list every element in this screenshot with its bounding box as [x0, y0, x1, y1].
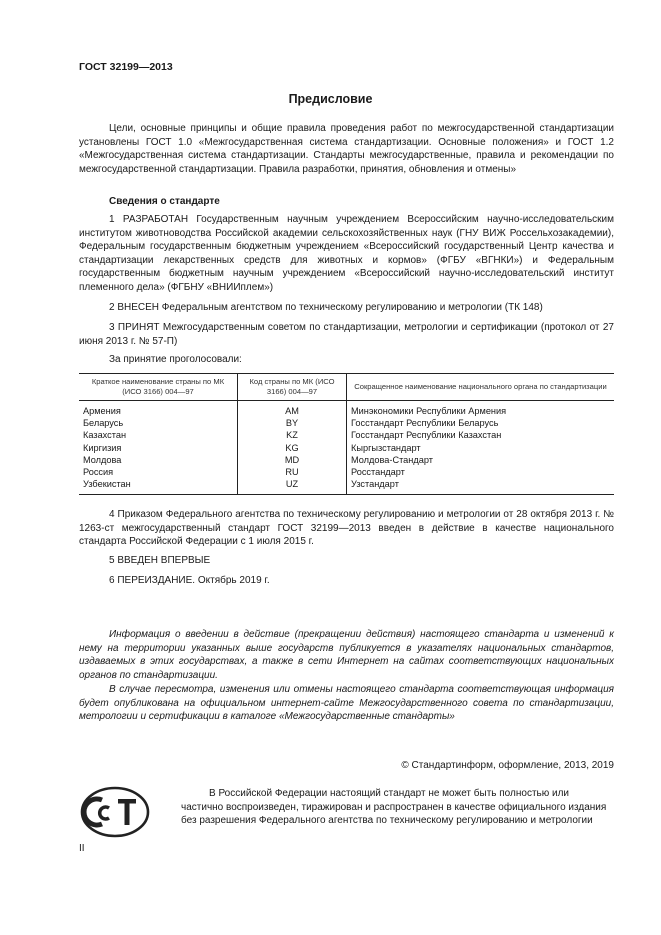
item-order: 4 Приказом Федерального агентства по техническому регулированию и метрологии от 28 октября 2013 г. № 1263-ст межгосударственный стандарт ГОСТ 32199—2013 введен в действие в качестве национального стандарта Российской Федерации с 1 июля 2015 г.	[79, 509, 614, 548]
table-row	[79, 429, 614, 441]
country-code: MD	[238, 454, 347, 466]
country-code: BY	[238, 417, 347, 429]
document-code: ГОСТ 32199—2013	[79, 61, 173, 73]
standards-body: Минэкономики Республики Армения	[347, 401, 615, 418]
standards-body: Госстандарт Республики Казахстан	[347, 429, 615, 441]
table-row	[79, 401, 614, 418]
copyright-notice: В Российской Федерации настоящий стандарт не может быть полностью или частично воспроизведен, тиражирован и распространен в качестве официального издания без разрешения Федерального агентства по техническому регулированию и метрологии	[181, 788, 607, 827]
header-code: Код страны по МК (ИСО 3166) 004—97	[238, 374, 347, 401]
country-code: UZ	[238, 478, 347, 495]
country-code: KG	[238, 442, 347, 454]
item-introduced: 2 ВНЕСЕН Федеральным агентством по техническому регулированию и метрологии (ТК 148)	[109, 302, 543, 313]
item-first-time: 5 ВВЕДЕН ВПЕРВЫЕ	[109, 555, 211, 566]
standards-body: Кыргызстандарт	[347, 442, 615, 454]
header-country: Краткое наименование страны по МК (ИСО 3166) 004—97	[79, 374, 238, 401]
standards-body: Росстандарт	[347, 466, 615, 478]
votes-table	[79, 373, 614, 495]
info-paragraph-revision: В случае пересмотра, изменения или отмены настоящего стандарта соответствующая информация будет опубликована на официальном интернет-сайте Межгосударственного совета по стандартизации, метрологии и сертификации в каталоге «Межгосударственные стандарты»	[79, 684, 614, 723]
standards-body: Госстандарт Республики Беларусь	[347, 417, 615, 429]
voted-label: За принятие проголосовали:	[109, 354, 242, 365]
header-body: Сокращенное наименование национального органа по стандартизации	[347, 374, 615, 401]
table-row	[79, 454, 614, 466]
country-name: Россия	[83, 467, 114, 478]
table-row	[79, 442, 614, 454]
country-code: RU	[238, 466, 347, 478]
copyright-line: © Стандартинформ, оформление, 2013, 2019	[401, 760, 614, 771]
country-name: Беларусь	[83, 418, 124, 429]
country-name: Армения	[83, 406, 121, 416]
country-name: Молдова	[83, 454, 122, 465]
country-name: Киргизия	[83, 442, 122, 453]
standards-body: Узстандарт	[347, 478, 615, 495]
page-title: Предисловие	[288, 92, 373, 106]
pct-certification-mark-icon	[80, 786, 150, 838]
info-paragraph-intro: Информация о введении в действие (прекращении действия) настоящего стандарта и изменений к нему на территории указанных выше государств публикуется в указателях национальных стандартов, издаваемых в этих государствах, а также в сети Интернет на сайтах соответствующих национальных органов по стандартизации.	[79, 629, 614, 681]
country-code: AM	[238, 401, 347, 418]
intro-paragraph: Цели, основные принципы и общие правила проведения работ по межгосударственной стандартизации установлены ГОСТ 1.0 «Межгосударственная система стандартизации. Основные положения» и ГОСТ 1.2 «Межгосударственная система стандартизации. Стандарты межгосударственные, правила и рекомендации по межгосударственной стандартизации. Правила разработки, принятия, обновления и отмены»	[79, 123, 614, 175]
section-title: Сведения о стандарте	[109, 196, 220, 207]
item-adopted: 3 ПРИНЯТ Межгосударственным советом по стандартизации, метрологии и сертификации (протокол от 27 июня 2013 г. № 57-П)	[79, 322, 614, 347]
standards-body: Молдова-Стандарт	[347, 454, 615, 466]
country-code: KZ	[238, 429, 347, 441]
country-name: Узбекистан	[79, 478, 238, 495]
item-developed: 1 РАЗРАБОТАН Государственным научным учреждением Всероссийским научно-исследовательским институтом животноводства Российской академии сельскохозяйственных наук (ГНУ ВИЖ Россельхозакадемии), Федеральным государственным бюджетным учреждением «Всероссийский государственный Центр качества и стандартизации лекарственных средств для животных и кормов» (ФГБУ «ВГНКИ») и Федеральным государственным бюджетным научным учреждением «Всероссийский научно-исследовательский институт племенного дела» (ФГБНУ «ВНИИплем»)	[79, 214, 614, 293]
table-row	[79, 478, 614, 495]
table-row	[79, 466, 614, 478]
table-row	[79, 417, 614, 429]
votes-table-header	[79, 374, 614, 401]
item-reissue: 6 ПЕРЕИЗДАНИЕ. Октябрь 2019 г.	[109, 575, 270, 586]
country-name: Казахстан	[83, 430, 127, 441]
page-number: II	[79, 843, 85, 854]
